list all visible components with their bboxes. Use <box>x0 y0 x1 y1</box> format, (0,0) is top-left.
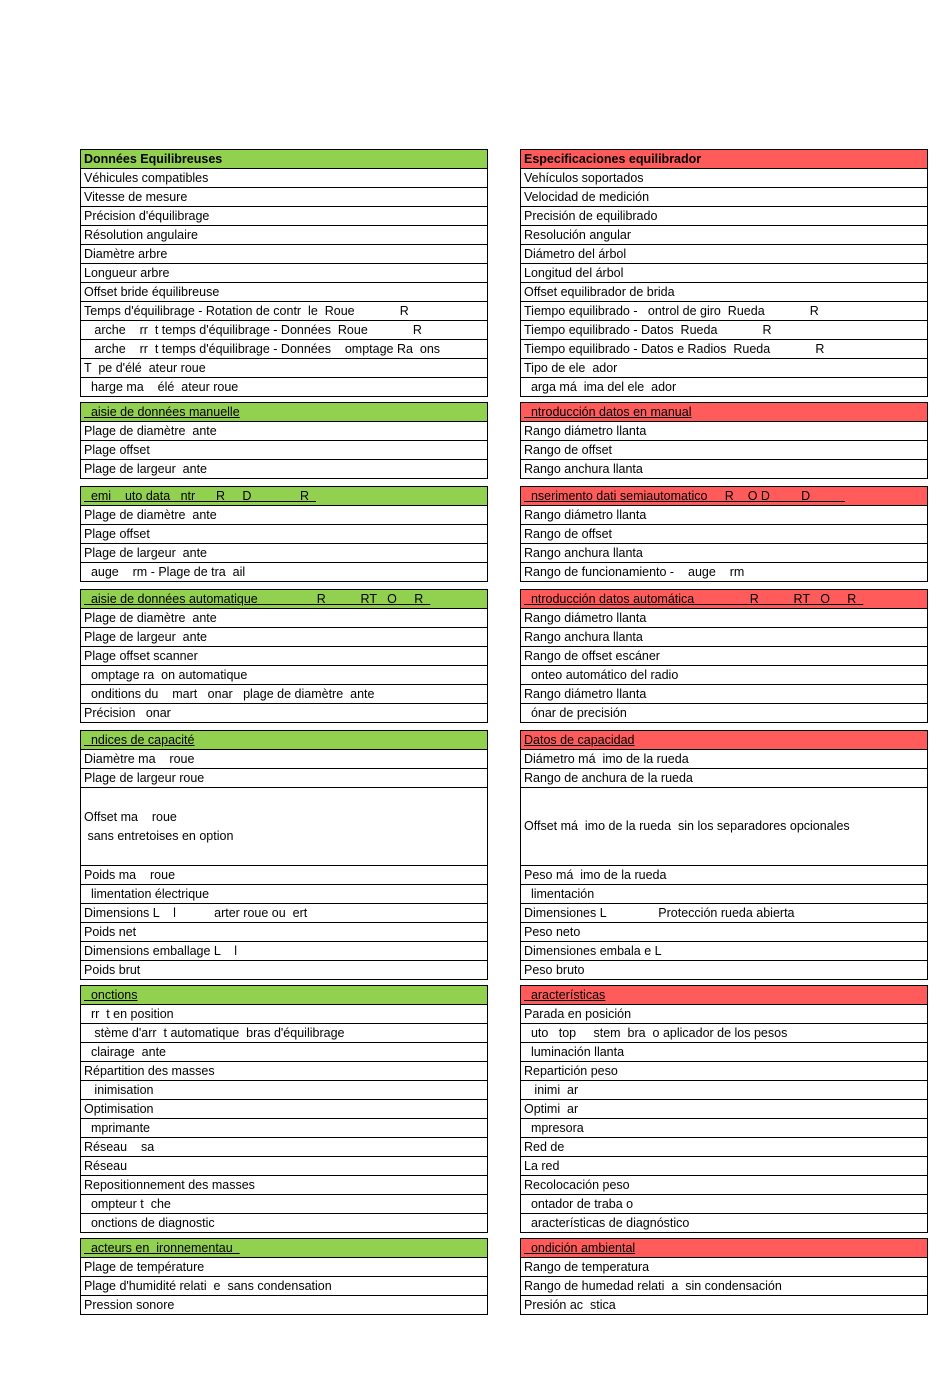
spec-row: mpresora <box>521 1119 927 1138</box>
spec-row: ompteur t che <box>81 1195 487 1214</box>
spec-row: Optimi ar <box>521 1100 927 1119</box>
spec-row: arga má ima del ele ador <box>521 378 927 397</box>
spec-row: onctions de diagnostic <box>81 1214 487 1233</box>
section-header: ondición ambiental <box>521 1239 927 1258</box>
spec-row: Dimensions emballage L l <box>81 942 487 961</box>
spec-row: ónar de precisión <box>521 704 927 723</box>
spec-row: T pe d'élé ateur roue <box>81 359 487 378</box>
spec-row: limentación <box>521 885 927 904</box>
spec-row: ontador de traba o <box>521 1195 927 1214</box>
spec-row: Plage de température <box>81 1258 487 1277</box>
french-table-0 <box>80 149 488 397</box>
spec-row: Rango diámetro llanta <box>521 506 927 525</box>
section-header: ntroducción datos automática R RT O R <box>521 590 927 609</box>
spec-row: Plage de largeur ante <box>81 544 487 563</box>
spec-row: Dimensiones L Protección rueda abierta <box>521 904 927 923</box>
french-table-5 <box>80 985 488 1233</box>
spec-row: Véhicules compatibles <box>81 169 487 188</box>
spec-row: rr t en position <box>81 1005 487 1024</box>
spec-row: Précision onar <box>81 704 487 723</box>
section-header: aisie de données automatique R RT O R <box>81 590 487 609</box>
spec-row: Presión ac stica <box>521 1296 927 1315</box>
french-table-6 <box>80 1238 488 1315</box>
spec-row: Precisión de equilibrado <box>521 207 927 226</box>
spec-row: Dimensiones embala e L <box>521 942 927 961</box>
spanish-table-2 <box>520 486 928 582</box>
spec-row: Rango de anchura de la rueda <box>521 769 927 788</box>
spec-row: clairage ante <box>81 1043 487 1062</box>
spanish-table-4 <box>520 730 928 980</box>
spec-row: Rango de offset <box>521 525 927 544</box>
spec-row: Diámetro del árbol <box>521 245 927 264</box>
spec-row: Tiempo equilibrado - Datos Rueda R <box>521 321 927 340</box>
spec-row: Diámetro má imo de la rueda <box>521 750 927 769</box>
spec-row: aracterísticas de diagnóstico <box>521 1214 927 1233</box>
spanish-table-1 <box>520 402 928 479</box>
spec-row: Précision d'équilibrage <box>81 207 487 226</box>
section-header: Données Equilibreuses <box>81 150 487 169</box>
spec-row: Peso neto <box>521 923 927 942</box>
spec-row: harge ma élé ateur roue <box>81 378 487 397</box>
section-header: aisie de données manuelle <box>81 403 487 422</box>
spec-row: auge rm - Plage de tra ail <box>81 563 487 582</box>
french-table-4 <box>80 730 488 980</box>
spec-row: Plage offset <box>81 441 487 460</box>
spec-row: Tiempo equilibrado - ontrol de giro Rueda R <box>521 302 927 321</box>
spanish-table-0 <box>520 149 928 397</box>
section-header: ndices de capacité <box>81 731 487 750</box>
spec-row: Rango de offset <box>521 441 927 460</box>
spec-row: Rango diámetro llanta <box>521 422 927 441</box>
spec-row: Réseau <box>81 1157 487 1176</box>
spec-row: Offset equilibrador de brida <box>521 283 927 302</box>
spec-row: uto top stem bra o aplicador de los pesos <box>521 1024 927 1043</box>
spec-row-line: sans entretoises en option <box>84 828 234 843</box>
section-header: onctions <box>81 986 487 1005</box>
spanish-table-5 <box>520 985 928 1233</box>
spec-row: Plage d'humidité relati e sans condensation <box>81 1277 487 1296</box>
spec-row: Repositionnement des masses <box>81 1176 487 1195</box>
spec-row: Recolocación peso <box>521 1176 927 1195</box>
french-table-1 <box>80 402 488 479</box>
section-header: ntroducción datos en manual <box>521 403 927 422</box>
section-header: Datos de capacidad <box>521 731 927 750</box>
spec-row: Optimisation <box>81 1100 487 1119</box>
spec-row: Pression sonore <box>81 1296 487 1315</box>
spec-row: Plage de diamètre ante <box>81 609 487 628</box>
spec-row: arche rr t temps d'équilibrage - Données Roue R <box>81 321 487 340</box>
spec-row: Velocidad de medición <box>521 188 927 207</box>
spec-row: mprimante <box>81 1119 487 1138</box>
spec-row: Rango de temperatura <box>521 1258 927 1277</box>
spec-row-line: Offset ma roue <box>84 809 177 824</box>
spec-row: Plage de diamètre ante <box>81 506 487 525</box>
spec-row: Peso má imo de la rueda <box>521 866 927 885</box>
spec-row: Tipo de ele ador <box>521 359 927 378</box>
spec-row: Répartition des masses <box>81 1062 487 1081</box>
spec-row: Plage offset scanner <box>81 647 487 666</box>
spec-row: inimi ar <box>521 1081 927 1100</box>
spec-row: Poids ma roue <box>81 866 487 885</box>
spec-row <box>81 788 487 866</box>
spec-row: Plage de largeur roue <box>81 769 487 788</box>
spanish-table-6 <box>520 1238 928 1315</box>
spec-row: Rango de funcionamiento - auge rm <box>521 563 927 582</box>
spec-row: Parada en posición <box>521 1005 927 1024</box>
spanish-table-3 <box>520 589 928 723</box>
spec-row: luminación llanta <box>521 1043 927 1062</box>
spec-row: arche rr t temps d'équilibrage - Données omptage Ra ons <box>81 340 487 359</box>
spec-row: Resolución angular <box>521 226 927 245</box>
spec-row: inimisation <box>81 1081 487 1100</box>
french-table-3 <box>80 589 488 723</box>
spec-row: Longueur arbre <box>81 264 487 283</box>
spec-row: Plage offset <box>81 525 487 544</box>
spec-row: onteo automático del radio <box>521 666 927 685</box>
spec-row: Tiempo equilibrado - Datos e Radios Rueda R <box>521 340 927 359</box>
spec-row: Vitesse de mesure <box>81 188 487 207</box>
spec-row: Rango anchura llanta <box>521 460 927 479</box>
spec-row: Poids brut <box>81 961 487 980</box>
spec-row: Rango de humedad relati a sin condensación <box>521 1277 927 1296</box>
spec-row: Diamètre arbre <box>81 245 487 264</box>
spec-row: Vehículos soportados <box>521 169 927 188</box>
spec-row: Offset bride équilibreuse <box>81 283 487 302</box>
section-header: aracterísticas <box>521 986 927 1005</box>
section-header: nserimento dati semiautomatico R O D D <box>521 487 927 506</box>
spec-row: Dimensions L l arter roue ou ert <box>81 904 487 923</box>
spec-row: Diamètre ma roue <box>81 750 487 769</box>
spec-row: Longitud del árbol <box>521 264 927 283</box>
spec-row: Repartición peso <box>521 1062 927 1081</box>
section-header: acteurs en ironnementau <box>81 1239 487 1258</box>
spec-row: Red de <box>521 1138 927 1157</box>
section-header: Especificaciones equilibrador <box>521 150 927 169</box>
spec-row: La red <box>521 1157 927 1176</box>
spec-row: Plage de diamètre ante <box>81 422 487 441</box>
spec-row: limentation électrique <box>81 885 487 904</box>
spec-row <box>521 788 927 866</box>
spec-row: Peso bruto <box>521 961 927 980</box>
spec-row: Plage de largeur ante <box>81 628 487 647</box>
spec-row: stème d'arr t automatique bras d'équilibrage <box>81 1024 487 1043</box>
spec-row: Temps d'équilibrage - Rotation de contr le Roue R <box>81 302 487 321</box>
spec-row: Rango anchura llanta <box>521 544 927 563</box>
section-header: emi uto data ntr R D R <box>81 487 487 506</box>
spec-row: onditions du mart onar plage de diamètre ante <box>81 685 487 704</box>
spec-row-line: Offset má imo de la rueda sin los separadores opcionales <box>524 819 850 833</box>
spec-row: Rango de offset escáner <box>521 647 927 666</box>
spec-row: omptage ra on automatique <box>81 666 487 685</box>
spec-row: Résolution angulaire <box>81 226 487 245</box>
spec-row: Rango diámetro llanta <box>521 685 927 704</box>
spec-row: Réseau sa <box>81 1138 487 1157</box>
spec-row: Rango diámetro llanta <box>521 609 927 628</box>
french-table-2 <box>80 486 488 582</box>
spec-row: Poids net <box>81 923 487 942</box>
spec-row: Rango anchura llanta <box>521 628 927 647</box>
spec-row: Plage de largeur ante <box>81 460 487 479</box>
